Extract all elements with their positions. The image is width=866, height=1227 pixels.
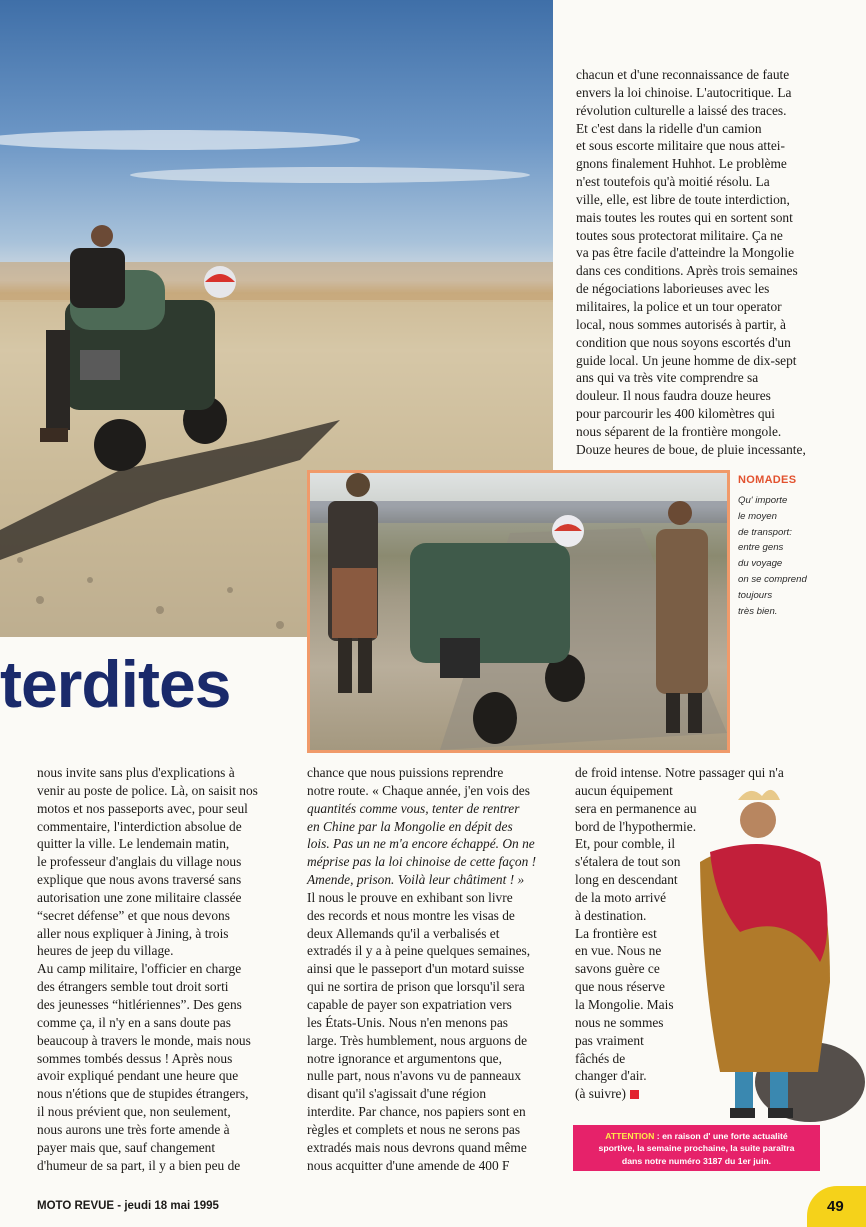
- text-line: guide local. Un jeune homme de dix-sept: [576, 352, 797, 368]
- headline: terdites: [0, 647, 231, 721]
- page-number: 49: [807, 1186, 866, 1227]
- text-line: de froid intense. Notre passager qui n'a: [575, 765, 784, 780]
- text-line: nous n'étions que de stupides étrangers,: [37, 1086, 249, 1102]
- text-line: le professeur d'anglais du village nous: [37, 854, 242, 870]
- text-line: Et c'est dans la ridelle d'un camion: [576, 120, 762, 136]
- text-line: n'est toutefois qu'à moitié résolu. La: [576, 174, 770, 190]
- caption-line: très bien.: [738, 605, 778, 617]
- text-line: sera en permanence au: [575, 800, 697, 816]
- text-line: aucun équipement: [575, 782, 673, 798]
- text-line: nous acquitter d'une amende de 400 F: [307, 1157, 510, 1173]
- text-line: gnons finalement Huhhot. Le problème: [576, 156, 787, 172]
- text-line: d'humeur de sa part, il y a bien peu de: [37, 1157, 241, 1173]
- caption-line: toujours: [738, 589, 773, 601]
- text-line: extradés il y a à peine quelques semaines,: [307, 943, 531, 959]
- text-line: notre ignorance et argumentons que,: [307, 1050, 502, 1066]
- text-line: des jeunesses “hitlériennes”. Des gens: [37, 996, 242, 1012]
- article-column-1: [37, 764, 284, 1174]
- text-line: que nous réserve: [575, 979, 665, 995]
- text-line: beaucoup à travers le monde, mais nous: [37, 1032, 251, 1048]
- text-line: savons guère ce: [575, 961, 660, 977]
- text-line: fâchés de: [575, 1050, 626, 1066]
- text-line: chacun et d'une reconnaissance de faute: [576, 67, 790, 82]
- text-line: nous aurons une très forte amende à: [37, 1121, 230, 1137]
- text-line: changer d'air.: [575, 1068, 647, 1084]
- caption-line: du voyage: [738, 558, 783, 570]
- text-line: comme ça, il n'y en a sans doute pas: [37, 1014, 231, 1030]
- text-line: motos et nos passeports avec, pour seul: [37, 800, 248, 816]
- text-line: il nous prévient que, non seulement,: [37, 1104, 231, 1120]
- text-line: notre route. « Chaque année, j'en vois des: [307, 782, 530, 798]
- text-line: militaires, la police et un tour operator: [576, 298, 782, 314]
- text-line: condition que nous soyons escortés d'un: [576, 334, 791, 350]
- text-line: dans ces conditions. Après trois semaines: [576, 263, 798, 279]
- text-line: chance que nous puissions reprendre: [307, 765, 504, 780]
- text-line: venir au poste de police. Là, on saisit nos: [37, 782, 258, 798]
- text-line: Amende, prison. Voilà leur châtiment ! »: [307, 872, 525, 888]
- text-line: Au camp militaire, l'officier en charge: [37, 961, 242, 977]
- caption-line: de transport:: [738, 526, 792, 538]
- text-line: des records et nous montre les visas de: [307, 907, 515, 923]
- text-line: long en descendant: [575, 872, 678, 888]
- text-line: sommes tombés dessus ! Après nous: [37, 1050, 233, 1066]
- caption-title: NOMADES: [738, 474, 797, 486]
- attention-line-3: dans notre numéro 3187 du 1er juin.: [621, 1155, 772, 1166]
- attention-text: : en raison d' une forte actualité: [654, 1131, 788, 1141]
- text-line: large. Très humblement, nous arguons de: [307, 1032, 528, 1048]
- text-line: ainsi que le passeport d'un motard suisse: [307, 961, 525, 977]
- text-line: avoir expliqué pendant une heure que: [37, 1068, 239, 1084]
- text-line: méprise pas la loi chinoise de cette façon !: [307, 854, 537, 870]
- article-column-3: [575, 764, 825, 1103]
- text-line: toutes sous protectorat militaire. Ça ne: [576, 227, 783, 243]
- text-line: heures de jeep du village.: [37, 943, 174, 959]
- end-mark-icon: [630, 1090, 639, 1099]
- text-line: à destination.: [575, 907, 647, 923]
- text-line: et sous escorte militaire que nous attei-: [576, 138, 785, 154]
- text-line: de la moto arrivé: [575, 889, 667, 905]
- text-line: mais toutes les routes qui en sortent sont: [576, 209, 793, 225]
- text-line: aller nous expliquer à Jining, à trois: [37, 925, 229, 941]
- text-line: commentaire, l'interdiction absolue de: [37, 818, 242, 834]
- text-line: [575, 1085, 825, 1103]
- text-line: payer mais que, sauf changement: [37, 1139, 216, 1155]
- attention-line-2: sportive, la semaine prochaine, la suite paraîtra: [598, 1143, 795, 1154]
- text-line: de négociations laborieuses avec les: [576, 281, 770, 297]
- text-line: extradés mais nous devrons quand même: [307, 1139, 527, 1155]
- caption-line: on se comprend: [738, 573, 807, 585]
- text-line: les États-Unis. Nous n'en menons pas: [307, 1014, 509, 1030]
- attention-label: ATTENTION: [605, 1131, 655, 1141]
- text-line: pas vraiment: [575, 1032, 644, 1048]
- caption-line: entre gens: [738, 542, 784, 554]
- text-line: bord de l'hypothermie.: [575, 818, 697, 834]
- caption-line: le moyen: [738, 510, 777, 522]
- text-line: s'étalera de tout son: [575, 854, 681, 870]
- photo-nomads: [307, 470, 730, 753]
- caption-line: Qu' importe: [738, 495, 788, 506]
- text-line: règles et complets et nous ne serons pas: [307, 1121, 521, 1137]
- text-line: en vue. Nous ne: [575, 943, 662, 959]
- text-line: nous séparent de la frontière mongole.: [576, 423, 782, 439]
- text-line: explique que nous avons traversé sans: [37, 872, 242, 888]
- text-line: qui ne sortira de prison que lorsqu'il sera: [307, 979, 525, 995]
- text-line: nous ne sommes: [575, 1014, 664, 1030]
- text-line: ans qui va très vite comprendre sa: [576, 370, 759, 386]
- text-line: des étrangers semble tout droit sorti: [37, 979, 229, 995]
- text-line: La frontière est: [575, 925, 657, 941]
- text-line: nous invite sans plus d'explications à: [37, 765, 235, 780]
- text-line: lois. Pas un ne m'a encore échappé. On ne: [307, 836, 535, 852]
- text-line: Il nous le prouve en exhibant son livre: [307, 889, 513, 905]
- text-line: envers la loi chinoise. L'autocritique. La: [576, 84, 792, 100]
- text-line: disant qu'il s'agissait d'une région: [307, 1086, 487, 1102]
- text-line: en Chine par la Mongolie en dépit des: [307, 818, 513, 834]
- text-line: Douze heures de boue, de pluie incessante,: [576, 441, 806, 457]
- text-line: ville, elle, est libre de toute interdiction,: [576, 191, 790, 207]
- text-line: quitter la ville. Le lendemain matin,: [37, 836, 230, 852]
- text-line: révolution culturelle a laissé des traces.: [576, 102, 787, 118]
- text-line: interdite. Par chance, nos papiers sont en: [307, 1104, 526, 1120]
- text-line: va pas être facile d'atteindre la Mongolie: [576, 245, 795, 261]
- text-line: autorisation une zone militaire classée: [37, 889, 242, 905]
- article-column-top-right: [576, 66, 821, 459]
- text-line: “secret défense” et que nous devons: [37, 907, 230, 923]
- to-be-continued: (à suivre): [575, 1086, 626, 1102]
- text-line: nulle part, nous n'avons vu de panneaux: [307, 1068, 522, 1084]
- text-line: la Mongolie. Mais: [575, 996, 674, 1012]
- text-line: Et, pour comble, il: [575, 836, 676, 852]
- text-line: deux Allemands qu'il a verbalisés et: [307, 925, 500, 941]
- text-line: douleur. Il nous faudra douze heures: [576, 388, 771, 404]
- photo-caption: [738, 493, 807, 619]
- text-line: quantités comme vous, tenter de rentrer: [307, 800, 520, 816]
- photo-nomads-illustration: [310, 473, 727, 750]
- text-line: local, nous sommes autorisés à partir, à: [576, 316, 786, 332]
- text-line: pour parcourir les 400 kilomètres qui: [576, 406, 775, 422]
- attention-notice: [573, 1125, 820, 1171]
- attention-line-1: [579, 1130, 814, 1142]
- text-line: capable de payer son expatriation vers: [307, 996, 512, 1012]
- footer-publication: MOTO REVUE - jeudi 18 mai 1995: [37, 1200, 219, 1212]
- article-column-2: [307, 764, 554, 1174]
